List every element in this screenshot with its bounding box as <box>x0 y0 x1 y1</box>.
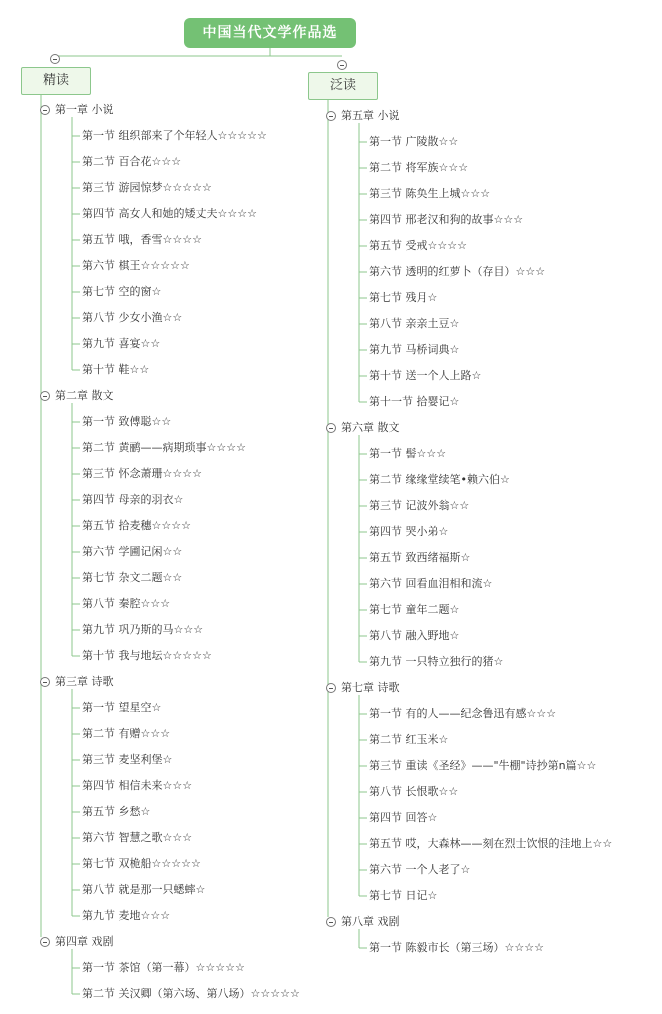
section-item[interactable]: 第九节 巩乃斯的马☆☆☆ <box>82 623 204 636</box>
section-item[interactable]: 第二节 红玉米☆ <box>369 733 449 746</box>
section-item[interactable]: 第八节 长恨歌☆☆ <box>369 785 459 798</box>
chapter-toggle-1-1[interactable] <box>326 423 336 433</box>
section-item[interactable]: 第四节 相信未来☆☆☆ <box>82 779 193 792</box>
section-item[interactable]: 第七节 残月☆ <box>369 291 438 304</box>
section-item[interactable]: 第一节 望星空☆ <box>82 701 162 714</box>
section-item[interactable]: 第四节 高女人和她的矮丈夫☆☆☆☆ <box>82 207 257 220</box>
branch-toggle-0[interactable] <box>50 54 60 64</box>
chapter-toggle-1-0[interactable] <box>326 111 336 121</box>
section-item[interactable]: 第四节 哭小弟☆ <box>369 525 449 538</box>
branch-extensive-reading[interactable]: 泛读 <box>308 72 378 100</box>
section-item[interactable]: 第六节 棋王☆☆☆☆☆ <box>82 259 190 272</box>
section-item[interactable]: 第六节 学圃记闲☆☆ <box>82 545 183 558</box>
section-item[interactable]: 第五节 拾麦穗☆☆☆☆ <box>82 519 191 532</box>
section-item[interactable]: 第七节 杂文二题☆☆ <box>82 571 183 584</box>
section-item[interactable]: 第二节 关汉卿（第六场、第八场）☆☆☆☆☆ <box>82 987 300 1000</box>
chapter-toggle-0-3[interactable] <box>40 937 50 947</box>
section-item[interactable]: 第二节 黄鹂——病期琐事☆☆☆☆ <box>82 441 246 454</box>
section-item[interactable]: 第三节 陈奂生上城☆☆☆ <box>369 187 491 200</box>
section-item[interactable]: 第一节 有的人——纪念鲁迅有感☆☆☆ <box>369 707 557 720</box>
section-item[interactable]: 第八节 秦腔☆☆☆ <box>82 597 171 610</box>
section-item[interactable]: 第九节 麦地☆☆☆ <box>82 909 171 922</box>
chapter-label[interactable]: 第一章 小说 <box>55 103 114 116</box>
chapter-label[interactable]: 第四章 戏剧 <box>55 935 114 948</box>
section-item[interactable]: 第七节 双桅船☆☆☆☆☆ <box>82 857 201 870</box>
section-item[interactable]: 第二节 缘缘堂续笔•赖六伯☆ <box>369 473 510 486</box>
section-item[interactable]: 第十节 鞋☆☆ <box>82 363 150 376</box>
section-item[interactable]: 第八节 亲亲土豆☆ <box>369 317 460 330</box>
section-item[interactable]: 第三节 游园惊梦☆☆☆☆☆ <box>82 181 212 194</box>
section-item[interactable]: 第五节 乡愁☆ <box>82 805 151 818</box>
section-item[interactable]: 第八节 就是那一只蟋蟀☆ <box>82 883 206 896</box>
section-item[interactable]: 第一节 陈毅市长（第三场）☆☆☆☆ <box>369 941 544 954</box>
section-item[interactable]: 第三节 麦坚利堡☆ <box>82 753 173 766</box>
section-item[interactable]: 第二节 百合花☆☆☆ <box>82 155 182 168</box>
section-item[interactable]: 第六节 透明的红萝卜（存目）☆☆☆ <box>369 265 546 278</box>
section-item[interactable]: 第一节 茶馆（第一幕）☆☆☆☆☆ <box>82 961 245 974</box>
section-item[interactable]: 第八节 少女小渔☆☆ <box>82 311 183 324</box>
section-item[interactable]: 第三节 重读《圣经》——"牛棚"诗抄第n篇☆☆ <box>369 759 597 772</box>
chapter-label[interactable]: 第八章 戏剧 <box>341 915 400 928</box>
section-item[interactable]: 第六节 一个人老了☆ <box>369 863 471 876</box>
chapter-label[interactable]: 第二章 散文 <box>55 389 114 402</box>
chapter-toggle-0-1[interactable] <box>40 391 50 401</box>
chapter-toggle-1-3[interactable] <box>326 917 336 927</box>
chapter-label[interactable]: 第三章 诗歌 <box>55 675 114 688</box>
section-item[interactable]: 第六节 智慧之歌☆☆☆ <box>82 831 193 844</box>
root-node[interactable]: 中国当代文学作品选 <box>184 18 356 48</box>
section-item[interactable]: 第一节 组织部来了个年轻人☆☆☆☆☆ <box>82 129 267 142</box>
section-item[interactable]: 第十一节 拾婴记☆ <box>369 395 460 408</box>
section-item[interactable]: 第三节 记波外翁☆☆ <box>369 499 470 512</box>
section-item[interactable]: 第一节 广陵散☆☆ <box>369 135 459 148</box>
chapter-toggle-1-2[interactable] <box>326 683 336 693</box>
section-item[interactable]: 第四节 邢老汉和狗的故事☆☆☆ <box>369 213 524 226</box>
section-item[interactable]: 第十节 送一个人上路☆ <box>369 369 482 382</box>
section-item[interactable]: 第七节 空的窗☆ <box>82 285 162 298</box>
section-item[interactable]: 第十节 我与地坛☆☆☆☆☆ <box>82 649 212 662</box>
section-item[interactable]: 第三节 怀念萧珊☆☆☆☆ <box>82 467 202 480</box>
section-item[interactable]: 第五节 致西绪福斯☆ <box>369 551 471 564</box>
section-item[interactable]: 第九节 马桥词典☆ <box>369 343 460 356</box>
section-item[interactable]: 第八节 融入野地☆ <box>369 629 460 642</box>
section-item[interactable]: 第七节 童年二题☆ <box>369 603 460 616</box>
chapter-label[interactable]: 第五章 小说 <box>341 109 400 122</box>
section-item[interactable]: 第九节 一只特立独行的猪☆ <box>369 655 504 668</box>
section-item[interactable]: 第七节 日记☆ <box>369 889 438 902</box>
section-item[interactable]: 第一节 致傅聪☆☆ <box>82 415 172 428</box>
section-item[interactable]: 第五节 受戒☆☆☆☆ <box>369 239 467 252</box>
chapter-label[interactable]: 第七章 诗歌 <box>341 681 400 694</box>
section-item[interactable]: 第九节 喜宴☆☆ <box>82 337 161 350</box>
chapter-label[interactable]: 第六章 散文 <box>341 421 400 434</box>
section-item[interactable]: 第五节 哎，大森林——刻在烈士饮恨的洼地上☆☆ <box>369 837 613 850</box>
section-item[interactable]: 第一节 髻☆☆☆ <box>369 447 447 460</box>
section-item[interactable]: 第二节 有赠☆☆☆ <box>82 727 171 740</box>
chapter-toggle-0-0[interactable] <box>40 105 50 115</box>
section-item[interactable]: 第五节 哦，香雪☆☆☆☆ <box>82 233 202 246</box>
section-item[interactable]: 第二节 将军族☆☆☆ <box>369 161 469 174</box>
chapter-toggle-0-2[interactable] <box>40 677 50 687</box>
branch-toggle-1[interactable] <box>337 60 347 70</box>
section-item[interactable]: 第六节 回看血泪相和流☆ <box>369 577 493 590</box>
branch-intensive-reading[interactable]: 精读 <box>21 67 91 95</box>
section-item[interactable]: 第四节 回答☆ <box>369 811 438 824</box>
section-item[interactable]: 第四节 母亲的羽衣☆ <box>82 493 184 506</box>
